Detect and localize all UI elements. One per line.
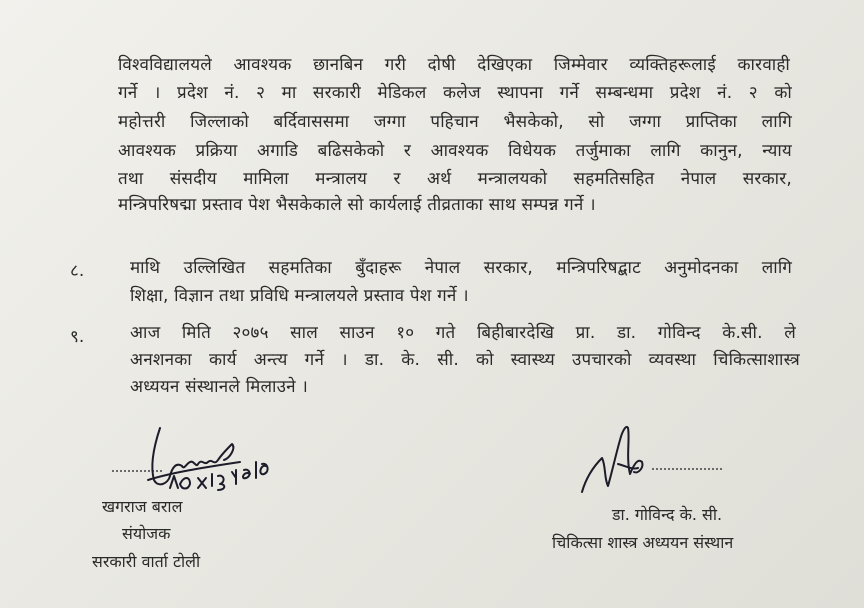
paragraph-line: विश्वविद्यालयले आवश्यक छानबिन गरी दोषी देखिएका जिम्मेवार व्यक्तिहरूलाई कारवाही [118,55,790,75]
paragraph-line: आवश्यक प्रक्रिया अगाडि बढिसकेको र आवश्यक विधेयक तर्जुमाका लागि कानुन, न्याय [118,141,792,161]
item-number: ८. [70,261,85,281]
signatory-right-org: चिकित्सा शास्त्र अध्ययन संस्थान [552,533,734,552]
signatory-left-org: सरकारी वार्ता टोली [92,552,201,571]
paragraph-line: मन्त्रिपरिषद्मा प्रस्ताव पेश भैसकेकाले सो कार्यलाई तीव्रताका साथ सम्पन्न गर्ने । [118,195,596,215]
paragraph-line: महोत्तरी जिल्लाको बर्दिवाससमा जग्गा पहिचान भैसकेको, सो जग्गा प्राप्तिका लागि [118,112,792,132]
signature-image-right [576,418,666,498]
item-line: माथि उल्लिखित सहमतिका बुँदाहरू नेपाल सरकार, मन्त्रिपरिषद्बाट अनुमोदनका लागि [130,258,792,278]
paragraph-line: तथा संसदीय मामिला मन्त्रालय र अर्थ मन्त्रालयको सहमतिसहित नेपाल सरकार, [118,169,792,189]
item-line: अध्ययन संस्थानले मिलाउने । [130,377,309,397]
signatory-left-role: संयोजक [122,524,171,543]
item-number: ९. [70,327,85,347]
signatory-left-name: खगराज बराल [102,497,183,516]
paragraph-line: गर्ने । प्रदेश नं. २ मा सरकारी मेडिकल कलेज स्थापना गर्ने सम्बन्धमा प्रदेश नं. २ को [118,83,792,103]
signature-right-svg [576,418,666,498]
signature-left-svg [140,418,290,498]
signatory-right-name: डा. गोविन्द के. सी. [612,505,723,524]
signature-image-left [140,418,290,498]
item-line: आज मिति २०७५ साल साउन १० गते बिहीबारदेखि प्रा. डा. गोविन्द के.सी. ले [130,323,796,343]
item-line: अनशनका कार्य अन्त्य गर्ने । डा. के. सी. को स्वास्थ्य उपचारको व्यवस्था चिकित्साशास्त्र [130,350,800,370]
item-line: शिक्षा, विज्ञान तथा प्रविधि मन्त्रालयले प्रस्ताव पेश गर्ने । [130,286,469,306]
